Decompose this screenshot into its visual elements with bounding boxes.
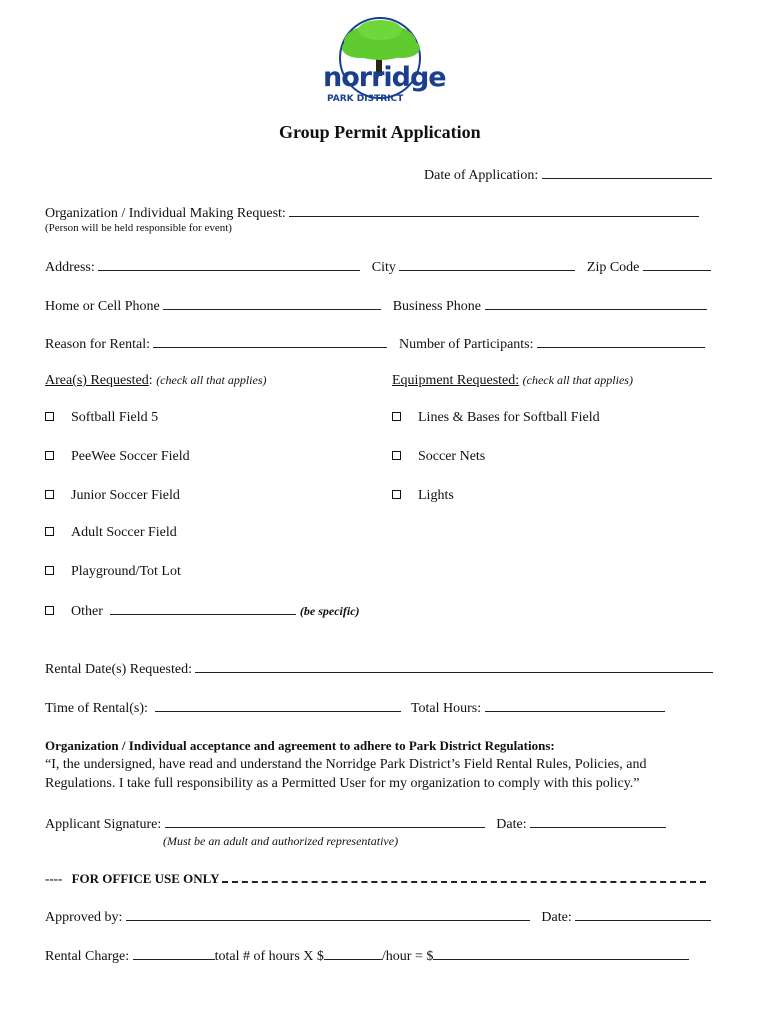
date-of-application-field[interactable] — [542, 166, 712, 179]
checkbox-icon[interactable] — [392, 451, 401, 460]
office-use-label: FOR OFFICE USE ONLY — [71, 871, 220, 886]
time-of-rental-field[interactable] — [155, 699, 401, 712]
zip-label: Zip Code — [586, 260, 640, 275]
time-of-rental-label: Time of Rental(s): — [45, 701, 148, 716]
checkbox-icon[interactable] — [45, 566, 54, 575]
organization-label: Organization / Individual Making Request: — [45, 206, 286, 221]
page-title: Group Permit Application — [279, 122, 481, 142]
equipment-heading — [392, 373, 633, 389]
areas-heading-label: Area(s) Requested — [45, 373, 149, 388]
rental-dates-label: Rental Date(s) Requested: — [45, 662, 192, 677]
applicant-signature-label: Applicant Signature: — [45, 817, 162, 832]
agreement-line: Regulations. I take full responsibility as a Permitted User for my organization to comply with this policy.” — [45, 776, 640, 791]
hours-field[interactable] — [133, 947, 215, 960]
areas-heading: Area(s) Requested: (check all that applies) — [45, 373, 267, 388]
reason-field[interactable] — [153, 335, 387, 348]
approved-by-label: Approved by: — [45, 910, 123, 925]
rental-charge-row — [45, 947, 689, 965]
area-label: Other — [71, 604, 103, 619]
city-field[interactable] — [399, 258, 575, 271]
business-phone-field[interactable] — [485, 297, 707, 310]
approved-date-field[interactable] — [575, 908, 711, 921]
office-use-row — [45, 871, 706, 887]
equipment-note: (check all that applies) — [522, 373, 633, 387]
area-label: Softball Field 5 — [71, 410, 159, 425]
equipment-label: Lines & Bases for Softball Field — [418, 410, 600, 425]
area-label: Playground/Tot Lot — [71, 564, 181, 579]
logo — [318, 14, 450, 114]
area-item[interactable] — [45, 488, 180, 504]
area-label: PeeWee Soccer Field — [71, 449, 190, 464]
total-charge-field[interactable] — [433, 947, 689, 960]
zip-field[interactable] — [643, 258, 711, 271]
checkbox-icon[interactable] — [392, 490, 401, 499]
logo-sub: PARK DISTRICT — [327, 94, 404, 104]
equipment-heading-label: Equipment Requested: — [392, 373, 520, 388]
office-prefix: ---- — [45, 871, 63, 886]
home-phone-label: Home or Cell Phone — [45, 299, 160, 314]
charge-equals-text: = $ — [414, 949, 434, 964]
charge-per-hour-text: /hour — [381, 949, 412, 964]
charge-total-hours-text: total # of hours — [214, 949, 300, 964]
other-field[interactable] — [110, 602, 296, 615]
time-row — [45, 699, 665, 717]
charge-x-text: X $ — [303, 949, 324, 964]
area-item[interactable] — [45, 525, 177, 541]
rental-dates-field[interactable] — [195, 660, 713, 673]
reason-label: Reason for Rental: — [45, 337, 150, 352]
checkbox-icon[interactable] — [45, 451, 54, 460]
phone-row — [45, 297, 707, 315]
address-row — [45, 258, 711, 276]
signature-note: (Must be an adult and authorized representative) — [163, 834, 399, 848]
rental-dates-row — [45, 660, 713, 678]
participants-label: Number of Participants: — [398, 337, 534, 352]
area-label: Adult Soccer Field — [71, 525, 177, 540]
date-of-application-label: Date of Application: — [424, 168, 539, 183]
reason-row — [45, 335, 705, 353]
business-phone-label: Business Phone — [392, 299, 482, 314]
agreement-line: “I, the undersigned, have read and understand the Norridge Park District’s Field Rental Rules, Policies, and — [45, 757, 647, 772]
participants-field[interactable] — [537, 335, 705, 348]
signature-date-field[interactable] — [530, 815, 666, 828]
date-of-application-row — [424, 166, 712, 184]
signature-row — [45, 815, 666, 833]
organization-row — [45, 204, 699, 222]
other-note: (be specific) — [299, 604, 360, 618]
area-item-other[interactable] — [45, 602, 360, 620]
logo-name: norridge — [323, 62, 446, 93]
organization-field[interactable] — [289, 204, 699, 217]
equipment-item[interactable] — [392, 449, 485, 465]
address-field[interactable] — [98, 258, 360, 271]
approved-by-field[interactable] — [126, 908, 530, 921]
office-divider — [222, 873, 706, 883]
area-item[interactable] — [45, 410, 158, 426]
checkbox-icon[interactable] — [45, 527, 54, 536]
equipment-item[interactable] — [392, 410, 600, 426]
checkbox-icon[interactable] — [45, 490, 54, 499]
total-hours-label: Total Hours: — [410, 701, 482, 716]
agreement-heading: Organization / Individual acceptance and agreement to adhere to Park District Regulations: — [45, 738, 555, 753]
total-hours-field[interactable] — [485, 699, 665, 712]
home-phone-field[interactable] — [163, 297, 381, 310]
organization-note: (Person will be held responsible for event) — [45, 222, 232, 234]
applicant-signature-field[interactable] — [165, 815, 485, 828]
checkbox-icon[interactable] — [45, 412, 54, 421]
equipment-label: Lights — [418, 488, 454, 503]
equipment-item[interactable] — [392, 488, 454, 504]
area-label: Junior Soccer Field — [71, 488, 180, 503]
checkbox-icon[interactable] — [392, 412, 401, 421]
areas-note: (check all that applies) — [156, 373, 267, 387]
rate-field[interactable] — [324, 947, 382, 960]
rental-charge-label: Rental Charge: — [45, 949, 130, 964]
area-item[interactable] — [45, 564, 181, 580]
checkbox-icon[interactable] — [45, 606, 54, 615]
signature-date-label: Date: — [496, 817, 527, 832]
area-item[interactable] — [45, 449, 190, 465]
city-label: City — [371, 260, 396, 275]
approved-row — [45, 908, 711, 926]
address-label: Address: — [45, 260, 95, 275]
equipment-label: Soccer Nets — [418, 449, 486, 464]
approved-date-label: Date: — [541, 910, 572, 925]
